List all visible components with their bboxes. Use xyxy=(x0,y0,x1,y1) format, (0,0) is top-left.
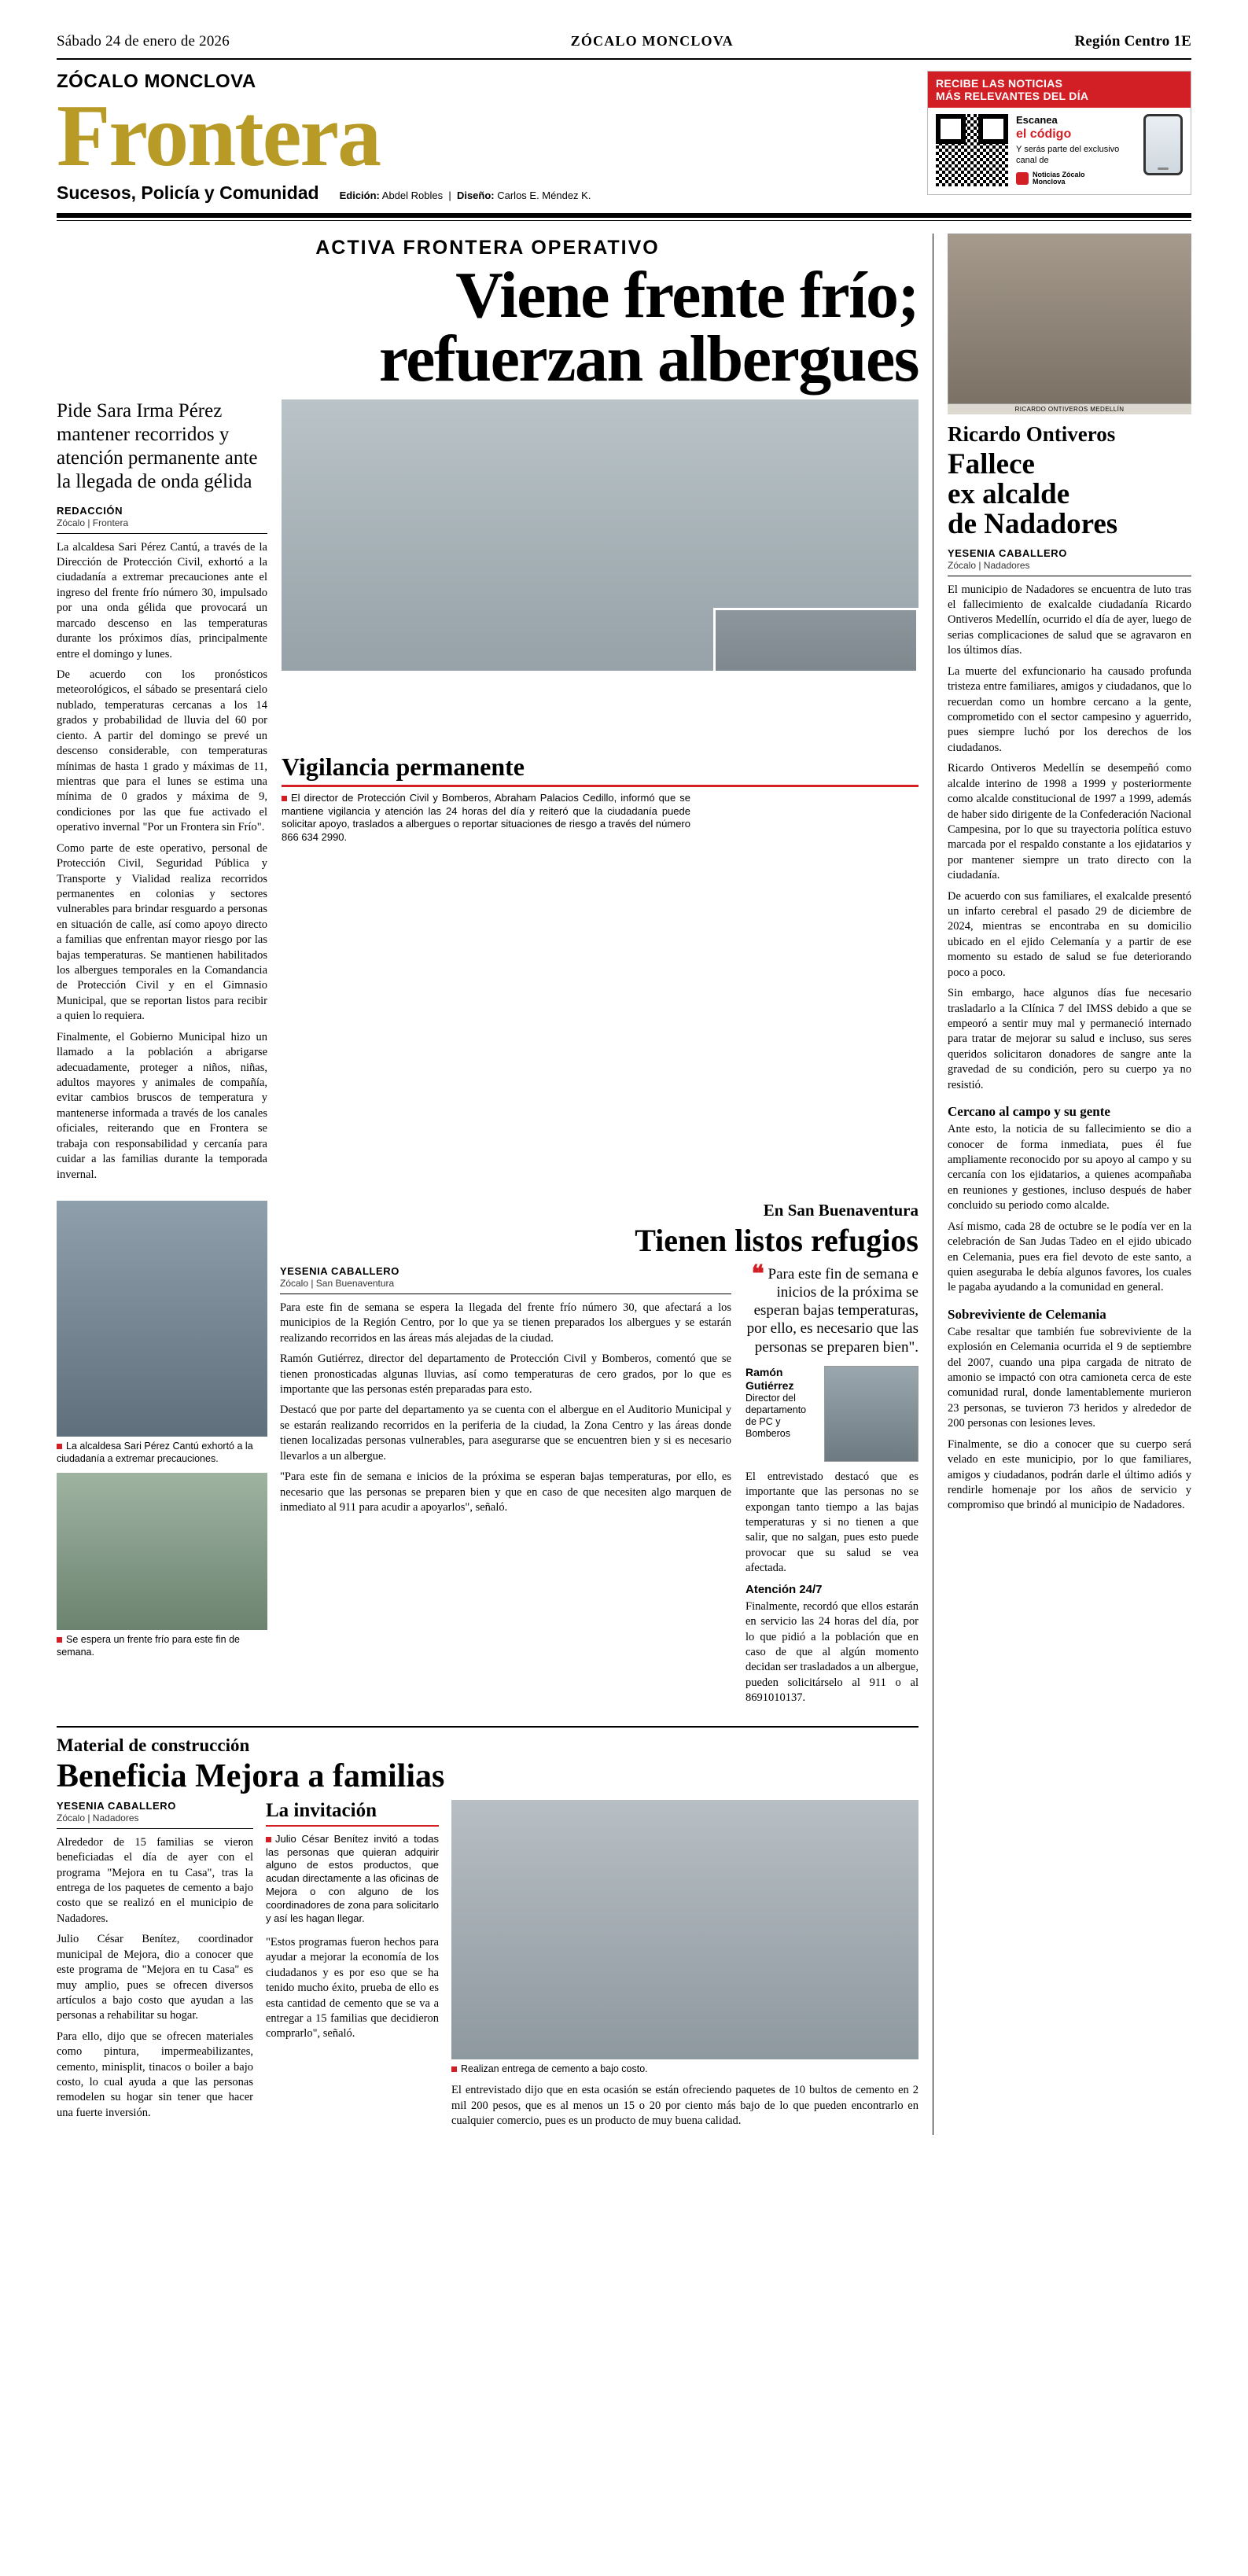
mid-paragraph: Ramón Gutiérrez, director del departamento de Protección Civil y Bomberos, comentó que se tienen pronosticadas algunas lluvias, así como temperaturas de cero grados, por lo que es importante que las personas estén preparadas para esto. xyxy=(280,1352,731,1397)
lead-deck: Pide Sara Irma Pérez mantener recorridos y atención permanente ante la llegada de onda gélida xyxy=(57,399,258,492)
promo-line4: Noticias Zócalo xyxy=(1033,170,1085,178)
top-divider xyxy=(57,58,1191,60)
obituary-subject-name: Ricardo Ontiveros xyxy=(948,422,1116,447)
lead-headline-line1: Viene frente frío; xyxy=(455,259,919,333)
zocalo-logo-icon xyxy=(1016,172,1029,185)
design-label: Diseño: xyxy=(456,190,495,202)
bottom-paragraph: Alrededor de 15 familias se vieron beneficiadas el día de ayer con el programa "Mejora en tu Casa", tras la entrega de los paquetes de cemento a bajo costo que se realizó en el municipio de Nadadores. xyxy=(57,1835,253,1925)
bottom-body-left xyxy=(57,1835,253,2122)
pull-quote-author-role: Director del departamento de PC y Bomberos xyxy=(745,1392,807,1439)
bottom-byline-source: Zócalo | Nadadores xyxy=(57,1812,139,1823)
invitation-text xyxy=(266,1833,439,1926)
obituary-paragraph: Finalmente, se dio a conocer que su cuerpo será velado en este municipio, por lo que familiares, amigos y ciudadanos, podrán darle el último adiós y rendirle homenaje por los años de servicio y compromiso que brindó al municipio de Nadadores. xyxy=(948,1437,1191,1512)
mid-paragraph: Destacó que por parte del departamento ya se cuenta con el albergue en el Auditorio Municipal y se estarán realizando recorridos en la periferia de la ciudad, la Zona Centro y las áreas donde tienen localizadas personas vulnerables, para asegurarse que se encuentren bien y si es necesario llevarlos a un albergue. xyxy=(280,1404,731,1463)
masthead-title: Frontera xyxy=(57,87,381,185)
obituary-byline-source: Zócalo | Nadadores xyxy=(948,559,1030,571)
invitation-title: La invitación xyxy=(266,1799,377,1821)
invitation-body: Julio César Benítez invitó a todas las personas que quieran adquirir alguno de estos productos, que acudan directamente a las oficinas de Mejora o con alguno de los coordinadores de zona para solicitarlo y así les hagan llegar. xyxy=(266,1832,439,1925)
obituary-body xyxy=(948,583,1191,1094)
obituary-paragraph: La muerte del exfuncionario ha causado profunda tristeza entre familiares, amigos y ciudadanos, que lo recuerdan como un hombre cercano a la gente, comprometido con el sector campesino y aguerrido, pues siempre luchó por los derechos de los ciudadanos. xyxy=(948,664,1191,754)
main-grid xyxy=(57,234,1191,2134)
promo-line2: el código xyxy=(1016,127,1072,142)
publication-name: ZÓCALO MONCLOVA xyxy=(570,33,734,49)
vigilancia-section-title: Vigilancia permanente xyxy=(282,752,525,781)
main-column xyxy=(57,234,933,2134)
photo-albergue-camas xyxy=(282,399,919,671)
publication-date: Sábado 24 de enero de 2026 xyxy=(57,33,230,50)
obituary-paragraph: Sin embargo, hace algunos días fue necesario trasladarlo a la Clínica 7 del IMSS debido a que se empeoró a sentir muy mal y permaneció internado para tratar de mejorar su salud e incluso, sus seres queridos solicitaron donadores de sangre ante la gravedad de su condición, pero su cuerpo ya no resistió. xyxy=(948,987,1191,1091)
obituary-paragraph: Ricardo Ontiveros Medellín se desempeñó como alcalde interino de 1998 a 1999 y posteriormente como alcalde constitucional de 1997 a 1999, además de haber sido dirigente de la Confederación Nacional Campesina, por lo que su trayectoria política estuvo marcada por el respaldo constante a los ejidatarios y por mantener siempre un trato directo con la ciudadanía. xyxy=(948,762,1191,882)
design-name: Carlos E. Méndez K. xyxy=(497,190,591,202)
lead-paragraph: Finalmente, el Gobierno Municipal hizo un llamado a la población a abrigarse adecuadamente, proteger a niños, niñas, adultos mayores y animales de compañía, evitar cambios bruscos de temperatura y mantenerse informada a través de los canales oficiales, reiterando que en Frontera se trabaja con responsabilidad y cercanía para cuidar a las familias durante la temporada invernal. xyxy=(57,1030,267,1181)
bullet-icon xyxy=(57,1637,62,1643)
page-topbar xyxy=(57,0,1191,50)
invitation-accent-rule xyxy=(266,1825,439,1827)
right-column xyxy=(933,234,1191,2134)
byline-divider xyxy=(57,533,267,534)
mid-body xyxy=(280,1301,731,1515)
lead-paragraph: Como parte de este operativo, personal de Protección Civil, Seguridad Pública y Transporte y Vialidad realiza recorridos permanentes en colonias y sectores vulnerables para brindar resguardo a personas en situación de calle, así como apoyo directo a familias que enfrentan mayor riesgo por las bajas temperaturas. Se mantienen habilitados los albergues temporales en la Comandancia de Protección Civil y en el Gimnasio Municipal, que se reportan listos para recibir a quien lo requiera. xyxy=(57,841,267,1023)
lead-headline-line2: refuerzan albergues xyxy=(378,322,919,396)
photo-alcaldesa xyxy=(57,1201,267,1437)
mid-kicker: En San Buenaventura xyxy=(763,1200,919,1220)
photo-entrega-cemento xyxy=(451,1800,919,2059)
masthead-subtitle: Sucesos, Policía y Comunidad xyxy=(57,182,319,204)
promo-line3: Y serás parte del exclusivo canal de xyxy=(1016,145,1120,166)
bottom-section xyxy=(57,1726,919,2135)
mid-paragraph: "Para este fin de semana e inicios de la próxima se esperan bajas temperaturas, por ello, es necesario que las personas se preparen bien y que en caso de que necesiten algo marquen de inmediato al 911 para acudir a apoyarlos", señaló. xyxy=(280,1470,731,1514)
phone-illustration-icon xyxy=(1143,114,1183,175)
promo-line5: Monclova xyxy=(1033,178,1066,186)
obituary-paragraph: Ante esto, la noticia de su fallecimiento se dio a conocer de forma inmediata, pues él fue ampliamente reconocido por su apoyo al campo y su cercanía con los ejidatarios, a quienes acompañaba en reuniones y gestiones, incluso después de haber concluido su periodo como alcalde. xyxy=(948,1123,1191,1213)
masthead-divider-thin xyxy=(57,220,1191,221)
caption-alcaldesa-text: La alcaldesa Sari Pérez Cantú exhortó a la ciudadanía a extremar precauciones. xyxy=(57,1440,253,1464)
bottom-paragraph: El entrevistado dijo que en esta ocasión se están ofreciendo paquetes de 10 bultos de cemento en 2 mil 200 pesos, que es al menos un 15 o 20 por ciento más bajo de lo que pueden encontrarlo en cualquier comercio, pues es un producto de muy buena calidad. xyxy=(451,2084,919,2128)
obituary-subhead-2: Sobreviviente de Celemania xyxy=(948,1306,1106,1322)
promo-line1: Escanea xyxy=(1016,114,1058,127)
bullet-icon xyxy=(282,796,287,801)
caption-parque xyxy=(57,1634,267,1658)
pull-quote-text: Para este fin de semana e inicios de la próxima se esperan bajas temperaturas, por ello, es necesario que las personas se preparen bien". xyxy=(746,1265,919,1356)
edition-label: Edición: xyxy=(339,190,380,202)
bottom-paragraph: "Estos programas fueron hechos para ayudar a mejorar la economía de los ciudadanos y es por eso que se ha tenido mucho éxito, prueba de ello es esta cantidad de cemento que se va a entregar a 15 familias que decidieron comprarlo", señaló. xyxy=(266,1935,439,2041)
obituary-headline-line3: de Nadadores xyxy=(948,507,1118,540)
obituary-headline xyxy=(948,450,1191,539)
promo-head-line2: MÁS RELEVANTES DEL DÍA xyxy=(936,90,1089,103)
obituary-headline-line2: ex alcalde xyxy=(948,478,1070,511)
lead-kicker: ACTIVA FRONTERA OPERATIVO xyxy=(315,237,660,259)
masthead: ZÓCALO MONCLOVA Frontera Sucesos, Policía y Comunidad Edición: Abdel Robles | Diseño: Carlos E. Méndez K. RECIBE LAS NOTICIAS MÁS RELEVANTES DEL DÍA Escanea el código Y serás parte del exclusivo canal de Noticias Zócalo Monclova xyxy=(57,71,1191,204)
promo-head-line1: RECIBE LAS NOTICIAS xyxy=(936,77,1063,90)
lead-headline xyxy=(57,259,919,396)
mid-headline: Tienen listos refugios xyxy=(635,1222,919,1258)
obituary-headline-line1: Fallece xyxy=(948,448,1035,481)
masthead-kicker: ZÓCALO MONCLOVA xyxy=(57,71,256,92)
quote-icon: ❝ xyxy=(751,1260,764,1287)
obituary-paragraph: El municipio de Nadadores se encuentra de luto tras el fallecimiento de exalcalde ciudadanía Ricardo Ontiveros Medellín, ocurrido el día de ayer, luego de serias complicaciones de salud que se agravaron en los últimos días. xyxy=(948,583,1191,657)
bullet-icon xyxy=(57,1444,62,1449)
bottom-byline: YESENIA CABALLERO xyxy=(57,1799,177,1812)
obituary-paragraph: Cabe resaltar que también fue sobreviviente de la explosión en Celemania ocurrida el 9 de septiembre del 2007, cuando una pipa cargada de nitrato de amonio se impactó con otra camioneta cerca de este comunidad rural, donde lamentablemente murieron 23 personas, se tuvieron 73 heridos y alrededor de 200 personas con lesiones leves. xyxy=(948,1325,1191,1430)
obituary-subhead-1: Cercano al campo y su gente xyxy=(948,1104,1110,1120)
atencion-subhead: Atención 24/7 xyxy=(745,1582,823,1596)
caption-alcaldesa xyxy=(57,1441,267,1465)
mid-byline-source: Zócalo | San Buenaventura xyxy=(280,1277,395,1289)
vigilancia-text: El director de Protección Civil y Bomberos, Abraham Palacios Cedillo, informó que se mantiene vigilancia y atención las 24 horas del día y reiteró que la ciudadanía puede solicitar apoyo, traslados a albergues o reportar situaciones de riesgo a través del número 866 634 2990. xyxy=(282,791,690,844)
bullet-icon xyxy=(451,2066,457,2072)
bottom-paragraph: Para ello, dijo que se ofrecen materiales como pintura, impermeabilizantes, cemento, minisplit, tinacos o boiler a bajo costo, lo cual ayuda a que las personas remodelen su hogar sin tener que hacer una fuerte inversión. xyxy=(57,2030,253,2119)
obituary-byline: YESENIA CABALLERO xyxy=(948,546,1068,559)
atencion-text: Finalmente, recordó que ellos estarán en servicio las 24 horas del día, por lo que pidió a la población que en caso de que al algún momento decidan ser trasladados a un albergue, pueden solicitárselo al 911 o al 8691010137. xyxy=(745,1599,919,1705)
bottom-headline: Beneficia Mejora a familias xyxy=(57,1757,445,1794)
pull-quote-author: Ramón Gutiérrez xyxy=(745,1365,794,1392)
byline-divider xyxy=(57,1828,253,1829)
edition-name: Abdel Robles xyxy=(381,190,444,202)
caption-parque-text: Se espera un frente frío para este fin de semana. xyxy=(57,1634,240,1658)
promo-box[interactable] xyxy=(927,71,1191,195)
bottom-paragraph: Julio César Benítez, coordinador municipal de Mejora, dio a conocer que este programa de "Mejora en tu Casa" es muy amplio, pues se ofrecen diversos artículos a bajo costo que ayudan a las personas a rehabilitar su hogar. xyxy=(57,1933,253,2022)
photo-parque xyxy=(57,1473,267,1630)
lead-paragraph: La alcaldesa Sari Pérez Cantú, a través de la Dirección de Protección Civil, exhortó a la ciudadanía a extremar precauciones ante el ingreso del frente frío número 30, impulsado por una onda gélida que provocará un marcado descenso en las temperaturas durante los próximos días, principalmente entre el domingo y lunes. xyxy=(57,540,267,661)
mid-section xyxy=(57,1201,919,1712)
section-accent-rule xyxy=(282,785,919,787)
caption-entrega xyxy=(451,2063,919,2076)
photo-ramon-gutierrez xyxy=(824,1366,919,1462)
masthead-divider xyxy=(57,213,1191,218)
mid-paragraph: Para este fin de semana se espera la llegada del frente frío número 30, que afectará a los municipios de la Región Centro, por lo que ya se tienen preparados los albergues y se estarán realizando recorridos en las áreas más alejadas de la ciudad. xyxy=(280,1301,731,1345)
caption-entrega-text: Realizan entrega de cemento a bajo costo. xyxy=(461,2063,648,2074)
lead-byline-source: Zócalo | Frontera xyxy=(57,517,129,528)
lead-body xyxy=(57,540,267,1183)
mid-byline: YESENIA CABALLERO xyxy=(280,1264,400,1277)
lead-paragraph: De acuerdo con los pronósticos meteorológicos, el sábado se presentará cielo nublado, temperaturas cercanas a los 14 grados y probabilidad de lluvia del 60 por ciento. A partir del domingo se prevé un descenso considerable, con temperaturas mínimas de hasta 1 grado y máximas de 11, mientras que para el lunes se estima una mínima de 0 grados y máxima de 9, condiciones por las que fue activado el operativo invernal "Por un Frontera sin Frío". xyxy=(57,668,267,834)
photo-litera xyxy=(713,608,919,671)
obituary-paragraph: Así mismo, cada 28 de octubre se le podía ver en la celebración de San Judas Tadeo en el ejido ubicado en Celemania, pues era fiel devoto de este santo, a quien aseguraba le debía algunos favores, los cuales le pagaba ayudando a la comunidad en general. xyxy=(948,1220,1191,1294)
pull-quote xyxy=(745,1260,919,1356)
bullet-icon xyxy=(266,1837,271,1842)
photo-ricardo-ontiveros xyxy=(948,234,1191,404)
qr-code-icon[interactable] xyxy=(936,114,1008,186)
bottom-kicker: Material de construcción xyxy=(57,1735,250,1755)
section-label: Región Centro 1E xyxy=(1074,33,1191,50)
obituary-paragraph: De acuerdo con sus familiares, el exalcalde presentó un infarto cerebral el pasado 29 de diciembre de 2024, mientras se encontraba en su domicilio ubicado en el ejido Celemanía y a partir de ese momento su estado de salud se fue deteriorando poco a poco. xyxy=(948,889,1191,979)
mid-paragraph: El entrevistado destacó que es importante que las personas no se expongan tanto tiempo a las bajas temperaturas y si no tienen a que salir, que no salgan, pues esto puede provocar que su salud se vea afectada. xyxy=(745,1470,919,1575)
portrait-caption: RICARDO ONTIVEROS MEDELLÍN xyxy=(948,404,1191,414)
lead-byline: REDACCIÓN xyxy=(57,504,123,517)
